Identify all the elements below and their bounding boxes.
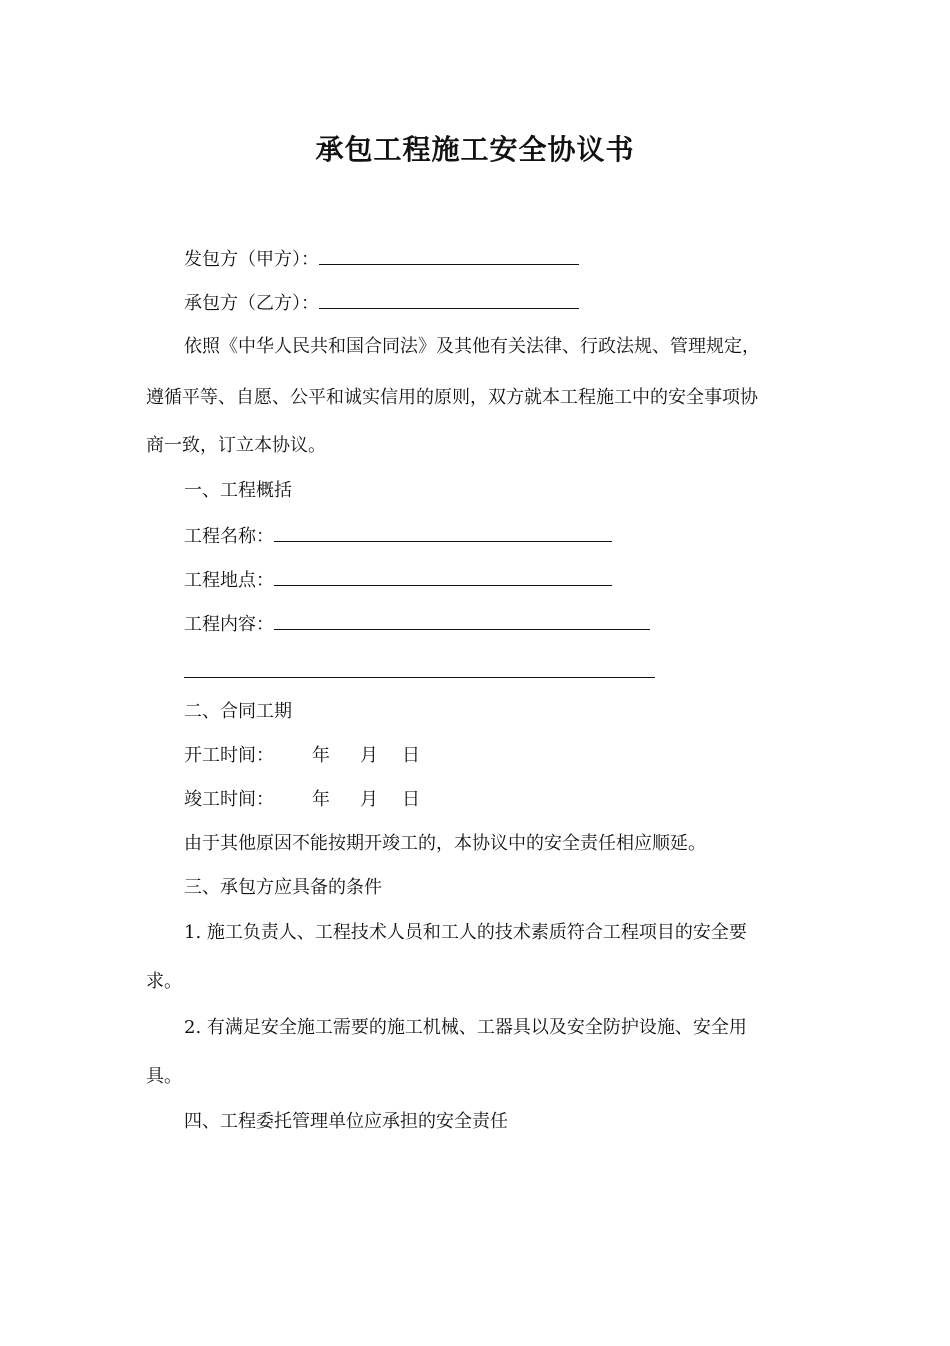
project-content-row xyxy=(184,611,650,637)
preamble-line-2: 遵循平等、自愿、公平和诚实信用的原则，双方就本工程施工中的安全事项协 xyxy=(146,387,758,408)
schedule-note: 由于其他原因不能按期开竣工的，本协议中的安全责任相应顺延。 xyxy=(184,833,706,854)
start-date-label: 开工时间： xyxy=(184,745,274,766)
end-day-label: 日 xyxy=(402,789,420,810)
project-name-label: 工程名称： xyxy=(184,526,274,547)
section-2-heading: 二、合同工期 xyxy=(184,701,292,722)
condition-1-line-2: 求。 xyxy=(146,971,182,992)
project-content-label: 工程内容： xyxy=(184,614,274,635)
party-a-field[interactable] xyxy=(319,246,579,265)
party-a-label: 发包方（甲方）： xyxy=(184,249,319,270)
end-year-label: 年 xyxy=(312,789,330,810)
party-a-row xyxy=(184,246,579,272)
end-month-label: 月 xyxy=(360,789,378,810)
start-date-row xyxy=(184,744,420,768)
section-4-heading: 四、工程委托管理单位应承担的安全责任 xyxy=(184,1111,508,1132)
document-title: 承包工程施工安全协议书 xyxy=(315,133,635,166)
section-3-heading: 三、承包方应具备的条件 xyxy=(184,877,382,898)
start-day-label: 日 xyxy=(402,745,420,766)
section-1-heading: 一、工程概括 xyxy=(184,480,292,501)
preamble-line-1: 依照《中华人民共和国合同法》及其他有关法律、行政法规、管理规定， xyxy=(184,336,760,357)
project-name-field[interactable] xyxy=(274,523,612,542)
project-location-row xyxy=(184,567,612,593)
start-year-label: 年 xyxy=(312,745,330,766)
condition-1-line-1: 1. 施工负责人、工程技术人员和工人的技术素质符合工程项目的安全要 xyxy=(184,922,747,943)
project-location-field[interactable] xyxy=(274,567,612,586)
condition-2-line-2: 具。 xyxy=(146,1066,182,1087)
start-month-label: 月 xyxy=(360,745,378,766)
project-name-row xyxy=(184,523,612,549)
party-b-row xyxy=(184,290,579,316)
preamble-line-3: 商一致，订立本协议。 xyxy=(146,435,326,456)
party-b-field[interactable] xyxy=(319,290,579,309)
end-date-row xyxy=(184,788,420,812)
project-content-field-continuation[interactable] xyxy=(184,677,655,678)
party-b-label: 承包方（乙方）： xyxy=(184,293,319,314)
condition-2-line-1: 2. 有满足安全施工需要的施工机械、工器具以及安全防护设施、安全用 xyxy=(184,1017,747,1038)
project-location-label: 工程地点： xyxy=(184,570,274,591)
end-date-label: 竣工时间： xyxy=(184,789,274,810)
project-content-field[interactable] xyxy=(274,611,650,630)
